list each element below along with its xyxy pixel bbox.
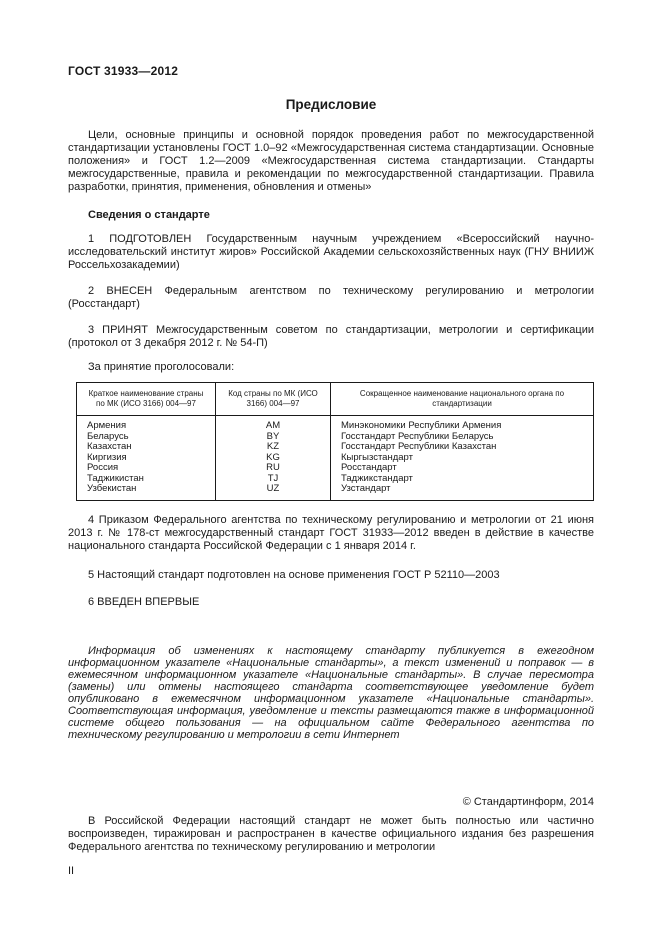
table-row (77, 484, 594, 500)
country-cell: Россия (77, 463, 216, 474)
org-cell: Кыргызстандарт (331, 453, 594, 464)
org-cell: Узстандарт (331, 484, 594, 500)
page-title: Предисловие (285, 97, 377, 112)
table-row (77, 453, 594, 464)
table-row (77, 432, 594, 443)
org-cell: Госстандарт Республики Казахстан (331, 442, 594, 453)
table-row (77, 474, 594, 485)
country-cell: Казахстан (77, 442, 216, 453)
page-number: II (68, 864, 75, 877)
vote-table-body (77, 416, 594, 501)
table-row (77, 463, 594, 474)
table-header-org: Сокращенное наименование национального органа по стандартизации (331, 383, 594, 416)
intro-paragraph: Цели, основные принципы и основной порядок проведения работ по межгосударственной стандартизации установлены ГОСТ 1.0–92 «Межгосударственная система стандартизации. Основные положения» и ГОСТ 1.2—2009 «Межгосударственная система стандартизации. Стандарты межгосударственные, правила и рекомендации по межгосударственной стандартизации. Правила разработки, принятия, применения, обновления и отмены» (68, 129, 594, 193)
info-item-prepared: 1 ПОДГОТОВЛЕН Государственным научным учреждением «Всероссийский научно-исследовательский институт жиров» Российской Академии сельскохозяйственных наук (ГНУ ВНИИЖ Россельхозакадемии) (68, 233, 594, 271)
vote-table (76, 382, 594, 501)
info-item-first-time: 6 ВВЕДЕН ВПЕРВЫЕ (88, 595, 200, 608)
vote-table-header (77, 383, 594, 416)
standard-info-heading: Сведения о стандарте (88, 209, 210, 221)
info-item-submitted: 2 ВНЕСЕН Федеральным агентством по техническому регулированию и метрологии (Росстандарт) (68, 285, 594, 310)
country-cell: Беларусь (77, 432, 216, 443)
country-cell: Узбекистан (77, 484, 216, 500)
org-cell: Росстандарт (331, 463, 594, 474)
vote-label: За принятие проголосовали: (88, 361, 235, 373)
code-cell: TJ (216, 474, 331, 485)
info-item-adopted: 3 ПРИНЯТ Межгосударственным советом по стандартизации, метрологии и сертификации (протокол от 3 декабря 2012 г. № 54-П) (68, 324, 594, 349)
info-item-basis: 5 Настоящий стандарт подготовлен на основе применения ГОСТ Р 52110—2003 (88, 568, 500, 581)
table-row (77, 442, 594, 453)
table-row (77, 416, 594, 432)
reproduction-restriction: В Российской Федерации настоящий стандарт не может быть полностью или частично воспроизведен, тиражирован и распространен в качестве официального издания без разрешения Федерального агентства по техническому регулированию и метрологии (68, 814, 594, 853)
table-header-country: Краткое наименование страны по МК (ИСО 3166) 004—97 (77, 383, 216, 416)
org-cell: Минэкономики Республики Армения (331, 416, 594, 432)
country-cell: Таджикистан (77, 474, 216, 485)
org-cell: Госстандарт Республики Беларусь (331, 432, 594, 443)
code-cell: BY (216, 432, 331, 443)
info-item-order: 4 Приказом Федерального агентства по техническому регулированию и метрологии от 21 июня 2013 г. № 178-ст межгосударственный стандарт ГОСТ 31933—2012 введен в действие в качестве национального стандарта Российской Федерации с 1 января 2014 г. (68, 513, 594, 552)
code-cell: KZ (216, 442, 331, 453)
amendments-notice: Информация об изменениях к настоящему стандарту публикуется в ежегодном информационном указателе «Национальные стандарты», а текст изменений и поправок — в ежемесячном информационном указателе «Национальные стандарты». В случае пересмотра (замены) или отмены настоящего стандарта соответствующее уведомление будет опубликовано в ежемесячном информационном указателе «Национальные стандарты». Соответствующая информация, уведомление и тексты размещаются также в информационной системе общего пользования — на официальном сайте Федерального агентства по техническому регулированию и метрологии в сети Интернет (68, 644, 594, 741)
org-cell: Таджикстандарт (331, 474, 594, 485)
code-cell: AM (216, 416, 331, 432)
table-header-code: Код страны по МК (ИСО 3166) 004—97 (216, 383, 331, 416)
copyright-line: © Стандартинформ, 2014 (462, 795, 594, 808)
code-cell: UZ (216, 484, 331, 500)
country-cell: Армения (77, 416, 216, 432)
country-cell: Киргизия (77, 453, 216, 464)
doc-code: ГОСТ 31933—2012 (68, 64, 179, 78)
code-cell: KG (216, 453, 331, 464)
code-cell: RU (216, 463, 331, 474)
